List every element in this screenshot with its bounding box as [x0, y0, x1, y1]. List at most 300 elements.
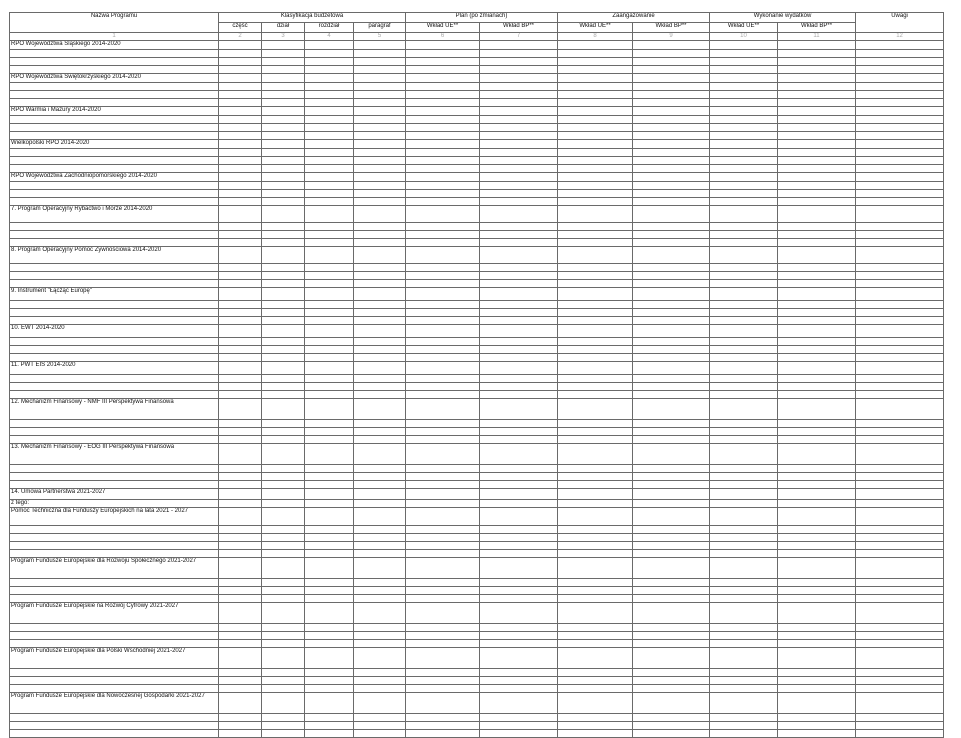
value-cell — [710, 99, 778, 107]
value-cell — [406, 346, 480, 354]
value-cell — [354, 247, 406, 264]
value-cell — [710, 436, 778, 444]
value-cell — [633, 198, 710, 206]
empty-cell — [10, 669, 219, 677]
value-cell — [856, 317, 944, 325]
value-cell — [480, 375, 558, 383]
col-number: 7 — [480, 33, 558, 41]
value-cell — [856, 165, 944, 173]
value-cell — [558, 317, 633, 325]
value-cell — [633, 247, 710, 264]
value-cell — [558, 83, 633, 91]
program-row — [10, 603, 944, 624]
value-cell — [480, 534, 558, 542]
value-cell — [480, 481, 558, 489]
value-cell — [305, 140, 354, 149]
empty-cell — [10, 91, 219, 99]
value-cell — [856, 309, 944, 317]
value-cell — [305, 309, 354, 317]
value-cell — [710, 288, 778, 301]
value-cell — [778, 640, 856, 648]
value-cell — [219, 648, 262, 669]
value-cell — [778, 50, 856, 58]
value-cell — [305, 383, 354, 391]
value-cell — [633, 231, 710, 239]
value-cell — [406, 182, 480, 190]
value-cell — [262, 107, 305, 116]
value-cell — [354, 301, 406, 309]
value-cell — [305, 550, 354, 558]
value-cell — [480, 247, 558, 264]
value-cell — [480, 444, 558, 465]
value-cell — [480, 239, 558, 247]
empty-cell — [10, 223, 219, 231]
value-cell — [354, 58, 406, 66]
value-cell — [710, 677, 778, 685]
value-cell — [778, 648, 856, 669]
value-cell — [558, 239, 633, 247]
empty-cell — [10, 83, 219, 91]
program-name-cell: 9. Instrument "Łącząc Europę" — [10, 288, 219, 301]
col-number: 3 — [262, 33, 305, 41]
value-cell — [262, 309, 305, 317]
value-cell — [480, 354, 558, 362]
value-cell — [354, 41, 406, 50]
value-cell — [710, 383, 778, 391]
value-cell — [633, 624, 710, 632]
value-cell — [480, 132, 558, 140]
value-cell — [262, 587, 305, 595]
value-cell — [219, 288, 262, 301]
program-name-cell: RPO Województwa Zachodniopomorskiego 2014-2020 — [10, 173, 219, 182]
value-cell — [305, 223, 354, 231]
value-cell — [633, 714, 710, 722]
value-cell — [710, 301, 778, 309]
value-cell — [558, 132, 633, 140]
value-cell — [633, 309, 710, 317]
value-cell — [633, 391, 710, 399]
value-cell — [406, 223, 480, 231]
value-cell — [856, 444, 944, 465]
value-cell — [480, 231, 558, 239]
value-cell — [633, 375, 710, 383]
value-cell — [219, 41, 262, 50]
value-cell — [406, 383, 480, 391]
value-cell — [262, 354, 305, 362]
value-cell — [406, 603, 480, 624]
value-cell — [262, 579, 305, 587]
empty-cell — [10, 190, 219, 198]
value-cell — [558, 272, 633, 280]
value-cell — [406, 714, 480, 722]
value-cell — [354, 325, 406, 338]
value-cell — [354, 624, 406, 632]
value-cell — [406, 354, 480, 362]
value-cell — [354, 264, 406, 272]
empty-cell — [10, 132, 219, 140]
value-cell — [633, 473, 710, 481]
value-cell — [262, 669, 305, 677]
value-cell — [305, 272, 354, 280]
value-cell — [710, 375, 778, 383]
value-cell — [354, 436, 406, 444]
value-cell — [633, 83, 710, 91]
value-cell — [480, 526, 558, 534]
value-cell — [710, 264, 778, 272]
value-cell — [710, 603, 778, 624]
empty-cell — [10, 198, 219, 206]
value-cell — [558, 579, 633, 587]
table-row — [10, 132, 944, 140]
sub-header-commit-eu: Wkład UE** — [558, 23, 633, 33]
sub-header-division: dział — [262, 23, 305, 33]
value-cell — [480, 383, 558, 391]
table-row — [10, 190, 944, 198]
value-cell — [305, 669, 354, 677]
value-cell — [558, 280, 633, 288]
value-cell — [778, 508, 856, 526]
value-cell — [219, 149, 262, 157]
value-cell — [480, 50, 558, 58]
table-body — [10, 41, 944, 738]
empty-cell — [10, 534, 219, 542]
value-cell — [856, 182, 944, 190]
table-row — [10, 632, 944, 640]
value-cell — [354, 74, 406, 83]
value-cell — [778, 116, 856, 124]
value-cell — [406, 550, 480, 558]
value-cell — [219, 338, 262, 346]
value-cell — [262, 420, 305, 428]
value-cell — [219, 362, 262, 375]
value-cell — [219, 730, 262, 738]
value-cell — [558, 74, 633, 83]
value-cell — [710, 66, 778, 74]
value-cell — [558, 190, 633, 198]
value-cell — [778, 685, 856, 693]
value-cell — [480, 579, 558, 587]
value-cell — [633, 223, 710, 231]
value-cell — [219, 714, 262, 722]
value-cell — [856, 149, 944, 157]
value-cell — [778, 182, 856, 190]
program-row — [10, 41, 944, 50]
program-row — [10, 247, 944, 264]
value-cell — [219, 399, 262, 420]
value-cell — [710, 83, 778, 91]
value-cell — [633, 603, 710, 624]
value-cell — [778, 436, 856, 444]
value-cell — [480, 198, 558, 206]
table-row — [10, 685, 944, 693]
value-cell — [778, 481, 856, 489]
value-cell — [305, 558, 354, 579]
table-row — [10, 526, 944, 534]
empty-cell — [10, 624, 219, 632]
value-cell — [778, 558, 856, 579]
value-cell — [354, 206, 406, 223]
value-cell — [856, 239, 944, 247]
value-cell — [262, 624, 305, 632]
value-cell — [558, 198, 633, 206]
program-name-cell: RPO Województwa Świętokrzyskiego 2014-2020 — [10, 74, 219, 83]
value-cell — [558, 231, 633, 239]
value-cell — [710, 428, 778, 436]
program-name-cell: 14. Umowa Partnerstwa 2021-2027 — [10, 489, 219, 500]
empty-cell — [10, 239, 219, 247]
value-cell — [305, 420, 354, 428]
value-cell — [262, 173, 305, 182]
value-cell — [558, 354, 633, 362]
value-cell — [262, 165, 305, 173]
value-cell — [778, 534, 856, 542]
value-cell — [305, 91, 354, 99]
value-cell — [406, 317, 480, 325]
value-cell — [856, 587, 944, 595]
value-cell — [354, 595, 406, 603]
col-budget-class: Klasyfikacja budżetowa — [219, 13, 406, 23]
value-cell — [480, 640, 558, 648]
value-cell — [406, 66, 480, 74]
value-cell — [778, 99, 856, 107]
value-cell — [480, 722, 558, 730]
value-cell — [305, 362, 354, 375]
value-cell — [710, 41, 778, 50]
value-cell — [406, 50, 480, 58]
value-cell — [856, 346, 944, 354]
value-cell — [305, 83, 354, 91]
value-cell — [305, 149, 354, 157]
value-cell — [778, 428, 856, 436]
value-cell — [558, 91, 633, 99]
empty-cell — [10, 730, 219, 738]
value-cell — [778, 140, 856, 149]
value-cell — [219, 489, 262, 500]
value-cell — [710, 182, 778, 190]
value-cell — [778, 173, 856, 182]
value-cell — [219, 603, 262, 624]
value-cell — [633, 317, 710, 325]
value-cell — [710, 669, 778, 677]
value-cell — [354, 542, 406, 550]
value-cell — [262, 648, 305, 669]
value-cell — [354, 239, 406, 247]
sub-header-plan-bp: Wkład BP** — [480, 23, 558, 33]
value-cell — [219, 309, 262, 317]
value-cell — [633, 722, 710, 730]
value-cell — [262, 272, 305, 280]
value-cell — [778, 399, 856, 420]
value-cell — [633, 41, 710, 50]
col-number: 6 — [406, 33, 480, 41]
value-cell — [219, 428, 262, 436]
col-program-name: Nazwa Programu — [10, 13, 219, 33]
value-cell — [406, 309, 480, 317]
value-cell — [406, 280, 480, 288]
empty-cell — [10, 542, 219, 550]
value-cell — [305, 132, 354, 140]
value-cell — [262, 231, 305, 239]
value-cell — [305, 247, 354, 264]
col-number: 11 — [778, 33, 856, 41]
value-cell — [633, 436, 710, 444]
value-cell — [710, 640, 778, 648]
value-cell — [710, 325, 778, 338]
value-cell — [480, 41, 558, 50]
value-cell — [856, 206, 944, 223]
value-cell — [480, 500, 558, 508]
value-cell — [710, 74, 778, 83]
value-cell — [558, 399, 633, 420]
program-row — [10, 444, 944, 465]
col-commitment: Zaangażowanie — [558, 13, 710, 23]
program-row — [10, 325, 944, 338]
value-cell — [262, 198, 305, 206]
value-cell — [558, 173, 633, 182]
value-cell — [219, 587, 262, 595]
value-cell — [480, 420, 558, 428]
value-cell — [633, 190, 710, 198]
value-cell — [480, 116, 558, 124]
value-cell — [856, 140, 944, 149]
program-name-cell: Pomoc Techniczna dla Funduszy Europejskich na lata 2021 - 2027 — [10, 508, 219, 526]
value-cell — [480, 730, 558, 738]
value-cell — [558, 58, 633, 66]
value-cell — [219, 116, 262, 124]
value-cell — [558, 206, 633, 223]
value-cell — [558, 247, 633, 264]
value-cell — [305, 41, 354, 50]
value-cell — [305, 74, 354, 83]
value-cell — [262, 730, 305, 738]
value-cell — [406, 693, 480, 714]
value-cell — [262, 140, 305, 149]
value-cell — [480, 325, 558, 338]
value-cell — [633, 489, 710, 500]
value-cell — [856, 603, 944, 624]
value-cell — [480, 99, 558, 107]
value-cell — [219, 624, 262, 632]
value-cell — [480, 223, 558, 231]
program-row — [10, 107, 944, 116]
value-cell — [710, 165, 778, 173]
table-row — [10, 420, 944, 428]
value-cell — [219, 280, 262, 288]
value-cell — [480, 309, 558, 317]
value-cell — [354, 140, 406, 149]
sub-header-exec-bp: Wkład BP** — [778, 23, 856, 33]
value-cell — [856, 91, 944, 99]
value-cell — [262, 595, 305, 603]
value-cell — [406, 685, 480, 693]
value-cell — [354, 182, 406, 190]
value-cell — [480, 489, 558, 500]
value-cell — [262, 206, 305, 223]
value-cell — [305, 481, 354, 489]
value-cell — [480, 346, 558, 354]
value-cell — [354, 465, 406, 473]
value-cell — [262, 66, 305, 74]
value-cell — [406, 595, 480, 603]
value-cell — [262, 74, 305, 83]
value-cell — [778, 149, 856, 157]
value-cell — [262, 714, 305, 722]
value-cell — [856, 550, 944, 558]
value-cell — [558, 362, 633, 375]
table-row — [10, 301, 944, 309]
value-cell — [219, 579, 262, 587]
value-cell — [558, 730, 633, 738]
value-cell — [633, 346, 710, 354]
value-cell — [558, 542, 633, 550]
value-cell — [262, 500, 305, 508]
value-cell — [219, 231, 262, 239]
empty-cell — [10, 58, 219, 66]
value-cell — [633, 288, 710, 301]
value-cell — [262, 481, 305, 489]
value-cell — [710, 420, 778, 428]
table-row — [10, 272, 944, 280]
value-cell — [305, 50, 354, 58]
value-cell — [710, 722, 778, 730]
table-row — [10, 346, 944, 354]
table-row — [10, 149, 944, 157]
value-cell — [480, 677, 558, 685]
value-cell — [710, 124, 778, 132]
value-cell — [710, 173, 778, 182]
value-cell — [354, 165, 406, 173]
value-cell — [558, 338, 633, 346]
value-cell — [354, 399, 406, 420]
value-cell — [558, 558, 633, 579]
empty-cell — [10, 99, 219, 107]
value-cell — [558, 165, 633, 173]
value-cell — [558, 375, 633, 383]
value-cell — [406, 74, 480, 83]
program-row — [10, 500, 944, 508]
value-cell — [633, 399, 710, 420]
program-name-cell: 12. Mechanizm Finansowy - NMF III Perspektywa Finansowa — [10, 399, 219, 420]
table-row — [10, 338, 944, 346]
sub-header-plan-eu: Wkład UE** — [406, 23, 480, 33]
value-cell — [633, 669, 710, 677]
value-cell — [305, 534, 354, 542]
value-cell — [354, 730, 406, 738]
value-cell — [305, 542, 354, 550]
empty-cell — [10, 526, 219, 534]
value-cell — [219, 436, 262, 444]
value-cell — [856, 301, 944, 309]
value-cell — [710, 157, 778, 165]
program-row — [10, 74, 944, 83]
value-cell — [262, 603, 305, 624]
col-number: 1 — [10, 33, 219, 41]
value-cell — [354, 489, 406, 500]
value-cell — [354, 579, 406, 587]
value-cell — [354, 669, 406, 677]
value-cell — [219, 375, 262, 383]
value-cell — [558, 157, 633, 165]
empty-cell — [10, 375, 219, 383]
value-cell — [305, 640, 354, 648]
value-cell — [856, 223, 944, 231]
value-cell — [633, 239, 710, 247]
value-cell — [262, 288, 305, 301]
value-cell — [856, 640, 944, 648]
value-cell — [778, 91, 856, 99]
value-cell — [305, 317, 354, 325]
value-cell — [262, 465, 305, 473]
